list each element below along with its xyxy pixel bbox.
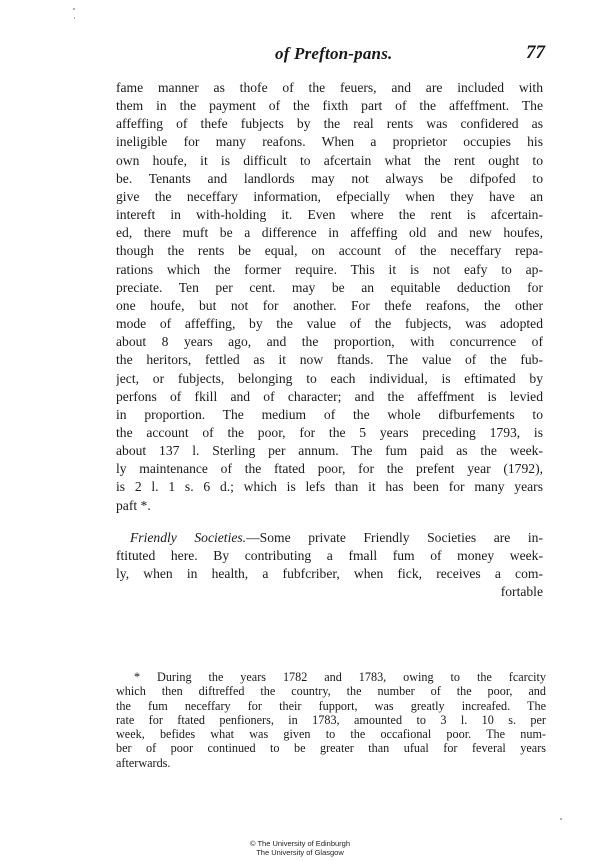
section-first-line-rest: —Some private Friendly Societies are in- <box>246 529 543 545</box>
text-line: ed, there muft be a difference in affeffing old and new houfes, <box>116 225 543 241</box>
text-line: rations which the former require. This it is not eafy to ap- <box>116 261 543 277</box>
text-line <box>116 529 543 547</box>
text-line: about 8 years ago, and the proportion, with concurrence of <box>116 334 543 350</box>
text-line: is 2 l. 1 s. 6 d.; which is lefs than it has been for many years <box>116 479 543 495</box>
copyright-notice <box>0 840 600 857</box>
copyright-line: © The University of Edinburgh <box>249 839 351 848</box>
footnote-line: afterwards. <box>116 755 171 770</box>
text-line: fame manner as thofe of the feuers, and are included with <box>116 80 543 95</box>
margin-speck <box>560 818 562 820</box>
page-number: 77 <box>526 42 545 63</box>
footnote-line: week, befides what was given to the occafional poor. The num- <box>116 727 546 742</box>
text-line: ftituted here. By contributing a fmall fum of money week- <box>116 547 543 563</box>
copyright-line: The University of Glasgow <box>256 847 344 857</box>
paragraph-poor-assessment <box>116 79 543 515</box>
text-line: perfons of fkill and of character; and the affeffment is levied <box>116 388 543 404</box>
paragraph-friendly-societies <box>116 529 543 602</box>
footnote-line: the fum neceffary for their fupport, was greatly increafed. The <box>116 698 546 713</box>
text-line: paft *. <box>116 497 151 513</box>
text-line: about 137 l. Sterling per annum. The fum paid as the week- <box>116 443 543 459</box>
footnote-line: * During the years 1782 and 1783, owing to the fcarcity <box>134 670 546 684</box>
text-line: ly, when in health, a fubfcriber, when fick, receives a com- <box>116 566 543 582</box>
text-line: ject, or fubjects, belonging to each individual, is eftimated by <box>116 370 543 386</box>
text-line: in proportion. The medium of the whole difburfements to <box>116 406 543 422</box>
text-line: intereft in with-holding it. Even where the rent is afcertain- <box>116 207 543 223</box>
catchword: fortable <box>500 584 543 600</box>
text-line: be. Tenants and landlords may not always be difpofed to <box>116 170 543 186</box>
text-line: the heritors, fettled as it now ftands. The value of the fub- <box>116 352 543 368</box>
footnote <box>116 670 546 770</box>
text-line: ly maintenance of the ftated poor, for the prefent year (1792), <box>116 461 543 477</box>
text-line: affeffing of thefe fubjects by the real rents was confidered as <box>116 116 543 132</box>
text-line: give the neceffary information, efpecially when they have an <box>116 188 543 204</box>
body-text <box>116 79 543 601</box>
text-line: mode of affeffing, by the value of the fubjects, was adopted <box>116 316 543 332</box>
text-line: ineligible for many reafons. When a proprietor occupies his <box>116 134 543 150</box>
text-line: them in the payment of the fixth part of the affeffment. The <box>116 98 543 114</box>
text-line: though the rents be equal, on account of the neceffary repa- <box>116 243 543 259</box>
text-line: the account of the poor, for the 5 years preceding 1793, is <box>116 424 543 440</box>
text-line: one houfe, but not for another. For thefe reafons, the other <box>116 297 543 313</box>
margin-speck <box>73 8 75 10</box>
footnote-line: which then diftreffed the country, the number of the poor, and <box>116 684 546 699</box>
footnote-line: ber of poor continued to be greater than ufual for feveral years <box>116 741 546 756</box>
margin-speck <box>74 17 75 19</box>
text-line: preciate. Ten per cent. may be an equitable deduction for <box>116 279 543 295</box>
footnote-line: rate for ftated penfioners, in 1783, amounted to 3 l. 10 s. per <box>116 712 546 727</box>
running-head: of Prefton-pans. <box>275 44 393 63</box>
section-heading: Friendly Societies. <box>130 529 247 545</box>
text-line: own houfe, it is difficult to afcertain what the rent ought to <box>116 152 543 168</box>
